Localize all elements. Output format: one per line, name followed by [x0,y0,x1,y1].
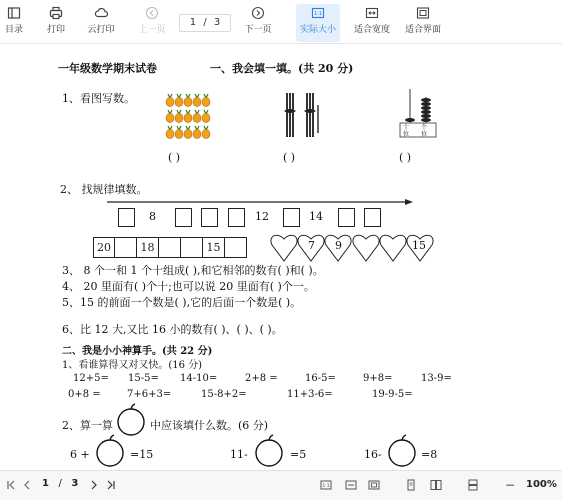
apple-blank-icon [254,434,284,468]
calc-item: 15-8+2= [201,389,247,400]
print-button[interactable] [44,6,68,40]
fit-width-icon [345,479,357,491]
single-page-view-button[interactable] [405,479,417,491]
abacus-one-label: 个 位 [421,124,428,138]
single-page-icon [405,479,417,491]
calc-item: 19-9-5= [372,389,413,400]
seq-box [338,208,355,227]
seq-cell [158,237,181,258]
first-page-icon [6,479,18,491]
pineapples-picture [165,92,213,140]
continuous-view-button[interactable] [467,479,479,491]
seq-box [228,208,245,227]
q1-text: 1、看图写数。 [62,92,135,105]
fit-page-button[interactable] [403,6,443,40]
toc-icon [7,6,21,20]
eq3-left: 16- [364,448,382,461]
stick-bundles-picture [282,91,322,139]
eq1-left: 6 + [70,448,90,461]
eq2-left: 11- [230,448,248,461]
actual-size-icon [320,479,332,491]
print-label: 打印 [46,25,65,35]
toc-button[interactable] [2,6,26,40]
seq-box [118,208,135,227]
q3-text: 3、 8 个一和 1 个十组成( ),和它相邻的数有( )和( )。 [62,264,324,277]
first-page-button[interactable] [6,479,18,491]
printer-icon [49,6,63,20]
pineapple-grid [166,94,210,139]
chevron-right-circle-icon [251,6,265,20]
q4-text: 4、 20 里面有( )个十;也可以说 20 里面有( )个一。 [62,280,315,293]
actual-size-icon [311,6,325,20]
calc-item: 13-9= [421,373,452,384]
number-line-arrow [107,199,413,205]
cloud-icon [94,6,108,20]
zoom-out-button[interactable] [505,478,515,492]
fit-width-small-button[interactable] [345,479,357,491]
seq-box [283,208,300,227]
calc-item: 2+8 = [245,373,278,384]
seq-cell: 15 [202,237,225,258]
q1-answer-blank-3: ( ) [399,151,412,164]
next-page-label: 下一页 [244,25,272,35]
seq-box [175,208,192,227]
fit-width-icon [365,6,379,20]
calc-item: 12+5= [73,373,109,384]
q6-text: 6、比 12 大,又比 16 小的数有( )、( )、( )。 [62,323,283,336]
heart-number-15: 15 [412,239,426,252]
fit-width-label: 适合宽度 [353,25,390,35]
seq-box [201,208,218,227]
fit-page-icon [368,479,380,491]
svg-text:1:1: 1:1 [322,484,330,489]
calc-item: 7+6+3= [127,389,172,400]
fit-width-button[interactable] [352,6,392,40]
q2-text: 2、 找规律填数。 [60,183,148,196]
cloud-print-label: 云打印 [87,25,115,35]
apple-icon [116,403,146,437]
seq-cell [224,237,247,258]
s2-q2-text-b: 中应该填什么数。(6 分) [150,419,269,432]
exam-title: 一年级数学期末试卷 [58,62,157,75]
apple-blank-icon [387,434,417,468]
next-page-button[interactable] [242,6,274,40]
fit-page-icon [416,6,430,20]
chevron-right-icon [88,479,100,491]
heart-number-9: 9 [335,239,342,252]
section2-heading: 二、我是小小神算手。(共 22 分) [62,346,213,357]
seq-number-14: 14 [309,210,323,223]
bottom-page-separator: / [58,478,62,489]
actual-size-button[interactable] [296,4,340,42]
seq-cell [114,237,137,258]
seq-number-12: 12 [255,210,269,223]
prev-page-small-button[interactable] [21,479,33,491]
prev-page-label: 上一页 [138,25,166,35]
bottom-page-total: 3 [71,478,79,489]
seq-box [364,208,381,227]
document-page [0,45,562,470]
q5-text: 5、15 的前面一个数是( ),它的后面一个数是( )。 [62,296,302,309]
minus-icon: − [505,478,516,492]
calc-item: 15-5= [128,373,159,384]
apple-blank-icon [95,434,125,468]
actual-size-label: 实际大小 [299,25,336,35]
zoom-level[interactable]: 100% [526,479,557,490]
last-page-icon [104,479,116,491]
heart-number-7: 7 [308,239,315,252]
continuous-scroll-icon [467,479,479,491]
cloud-print-button[interactable] [85,6,117,40]
chevron-left-circle-icon [145,6,159,20]
eq1-right: =15 [130,448,154,461]
seq-cell [180,237,203,258]
two-page-view-button[interactable] [430,479,442,491]
seq-cell: 18 [136,237,159,258]
section1-heading: 一、我会填一填。(共 20 分) [210,62,354,75]
bottom-toolbar [0,470,562,500]
calc-item: 9+8= [363,373,393,384]
page-number-input[interactable] [179,14,231,32]
fit-page-small-button[interactable] [368,479,380,491]
q1-answer-blank-1: ( ) [168,151,181,164]
s2-q2-text-a: 2、算一算 [62,419,113,432]
calc-item: 0+8 = [68,389,101,400]
page-total: 3 [213,17,221,28]
seq-cell: 20 [93,237,115,258]
bottom-page-current: 1 [42,478,49,489]
last-page-button[interactable] [104,479,116,491]
page-separator: / [203,17,207,28]
calc-item: 11+3-6= [287,389,333,400]
s2-q1-text: 1、看谁算得又对又快。(16 分) [62,360,203,371]
bottom-page-indicator[interactable] [42,478,78,489]
seq-number-8: 8 [149,210,156,223]
eq3-right: =8 [421,448,438,461]
page-current: 1 [189,17,197,28]
toolbar [0,0,562,44]
actual-size-small-button[interactable] [320,479,332,491]
toc-label: 目录 [4,25,23,35]
prev-page-button[interactable] [136,6,168,40]
svg-text:1:1: 1:1 [313,11,323,18]
chevron-left-icon [21,479,33,491]
next-page-small-button[interactable] [88,479,100,491]
fit-page-label: 适合界面 [404,25,441,35]
calc-item: 16-5= [305,373,336,384]
abacus-ten-label: 十 位 [403,124,410,138]
calc-item: 14-10= [180,373,218,384]
q1-answer-blank-2: ( ) [283,151,296,164]
two-page-icon [430,479,442,491]
eq2-right: =5 [290,448,307,461]
